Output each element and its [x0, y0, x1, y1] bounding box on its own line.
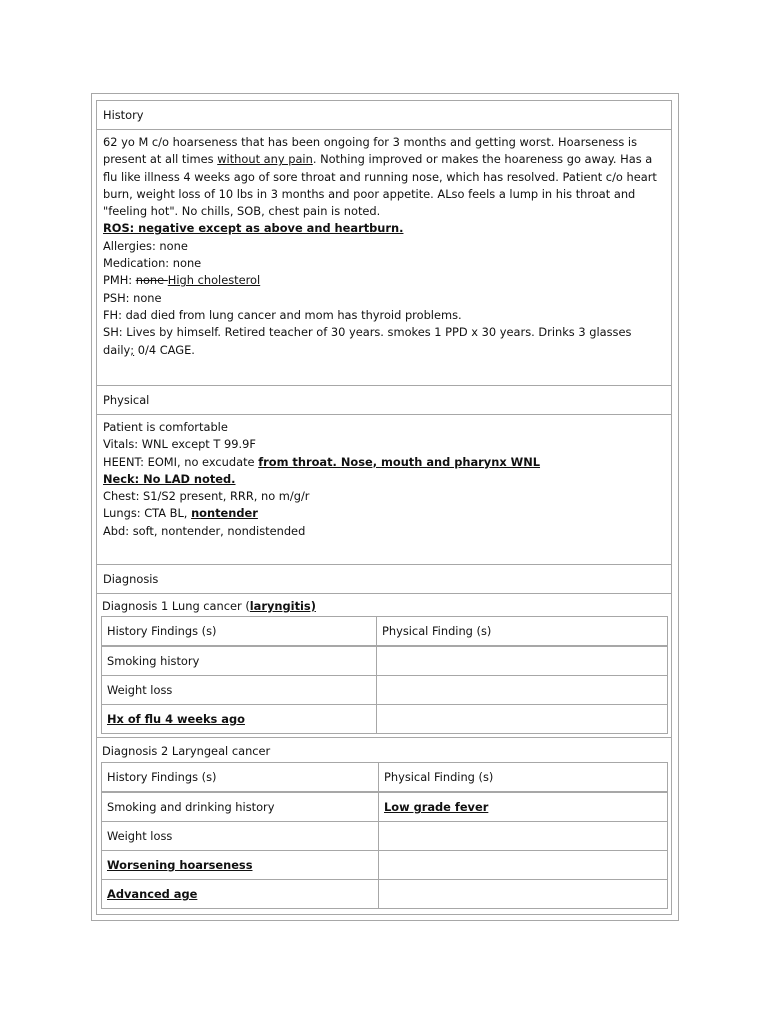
history-finding-cell: Worsening hoarseness: [102, 851, 379, 880]
history-finding-cell: Smoking history: [102, 646, 377, 676]
table-row: [102, 822, 668, 851]
table-row: [102, 676, 668, 705]
chest-line: Chest: S1/S2 present, RRR, no m/g/r: [103, 489, 310, 504]
history-header: [96, 100, 672, 130]
diagnosis-title: Diagnosis: [103, 572, 159, 586]
allergies-line: Allergies: none: [103, 238, 188, 253]
table-row: [102, 705, 668, 734]
diagnosis-2-table: [101, 762, 668, 909]
column-header-physical: Physical Finding (s): [379, 763, 668, 793]
abd-line: Abd: soft, nontender, nondistended: [103, 523, 306, 538]
fh-line: FH: dad died from lung cancer and mom has thyroid problems.: [103, 307, 462, 322]
column-header-history: History Findings (s): [102, 617, 377, 647]
physical-content: [97, 415, 671, 544]
physical-body: [96, 414, 672, 565]
diagnosis-1-caption: Diagnosis 1 Lung cancer (laryngitis): [102, 599, 316, 613]
history-body: [96, 129, 672, 386]
psh-line: PSH: none: [103, 290, 162, 305]
divider: [97, 737, 671, 738]
pmh-line: PMH: none High cholesterol: [103, 273, 261, 288]
diagnosis-2-caption: Diagnosis 2 Laryngeal cancer: [102, 744, 271, 758]
vitals-line: Vitals: WNL except T 99.9F: [103, 437, 256, 452]
heent-line: HEENT: EOMI, no excudate from throat. Nose, mouth and pharynx WNL: [103, 454, 541, 469]
physical-header: [96, 385, 672, 415]
ros-line: ROS: negative except as above and heartburn.: [103, 221, 404, 236]
history-finding-cell: Advanced age: [102, 880, 379, 909]
physical-finding-cell: [377, 676, 668, 705]
diagnosis-1-table: [101, 616, 668, 734]
history-content: [97, 130, 671, 363]
hpi-underlined: without any pain: [217, 152, 313, 167]
table-row: [102, 646, 668, 676]
history-finding-cell: Hx of flu 4 weeks ago: [102, 705, 377, 734]
neck-line: Neck: No LAD noted.: [103, 471, 236, 486]
lungs-line: Lungs: CTA BL, nontender: [103, 506, 258, 521]
physical-finding-cell: Low grade fever: [379, 792, 668, 822]
column-header-history: History Findings (s): [102, 763, 379, 793]
table-row: [102, 851, 668, 880]
physical-finding-cell: [377, 646, 668, 676]
history-finding-cell: Weight loss: [102, 676, 377, 705]
history-title: History: [103, 108, 144, 122]
history-finding-cell: Weight loss: [102, 822, 379, 851]
physical-title: Physical: [103, 393, 150, 407]
history-hpi: 62 yo M c/o hoarseness that has been ongoing for 3 months and getting worst. Hoarseness is present at all times without any pain. Nothing improved or makes the hoareness go away. Has a flu like illness 4 weeks ago of sore throat and running nose, which has resolved. Patient c/o heart burn, weight loss of 10 lbs in 3 months and poor appetite. ALso feels a lump in his throat and "feeling hot". No chills, SOB, chest pain is noted.: [103, 135, 657, 219]
physical-finding-cell: [379, 880, 668, 909]
table-header-row: [102, 617, 668, 647]
history-finding-cell: Smoking and drinking history: [102, 792, 379, 822]
table-header-row: [102, 763, 668, 793]
physical-finding-cell: [379, 851, 668, 880]
sh-line: SH: Lives by himself. Retired teacher of 30 years. smokes 1 PPD x 30 years. Drinks 3 glasses daily; 0/4 CAGE.: [103, 325, 632, 357]
medication-line: Medication: none: [103, 256, 202, 271]
comfortable-line: Patient is comfortable: [103, 420, 228, 434]
diagnosis-header: [96, 564, 672, 594]
table-row: [102, 792, 668, 822]
physical-finding-cell: [379, 822, 668, 851]
pmh-added: High cholesterol: [167, 273, 261, 288]
column-header-physical: Physical Finding (s): [377, 617, 668, 647]
physical-finding-cell: [377, 705, 668, 734]
pmh-struck: none: [135, 273, 168, 288]
table-row: [102, 880, 668, 909]
